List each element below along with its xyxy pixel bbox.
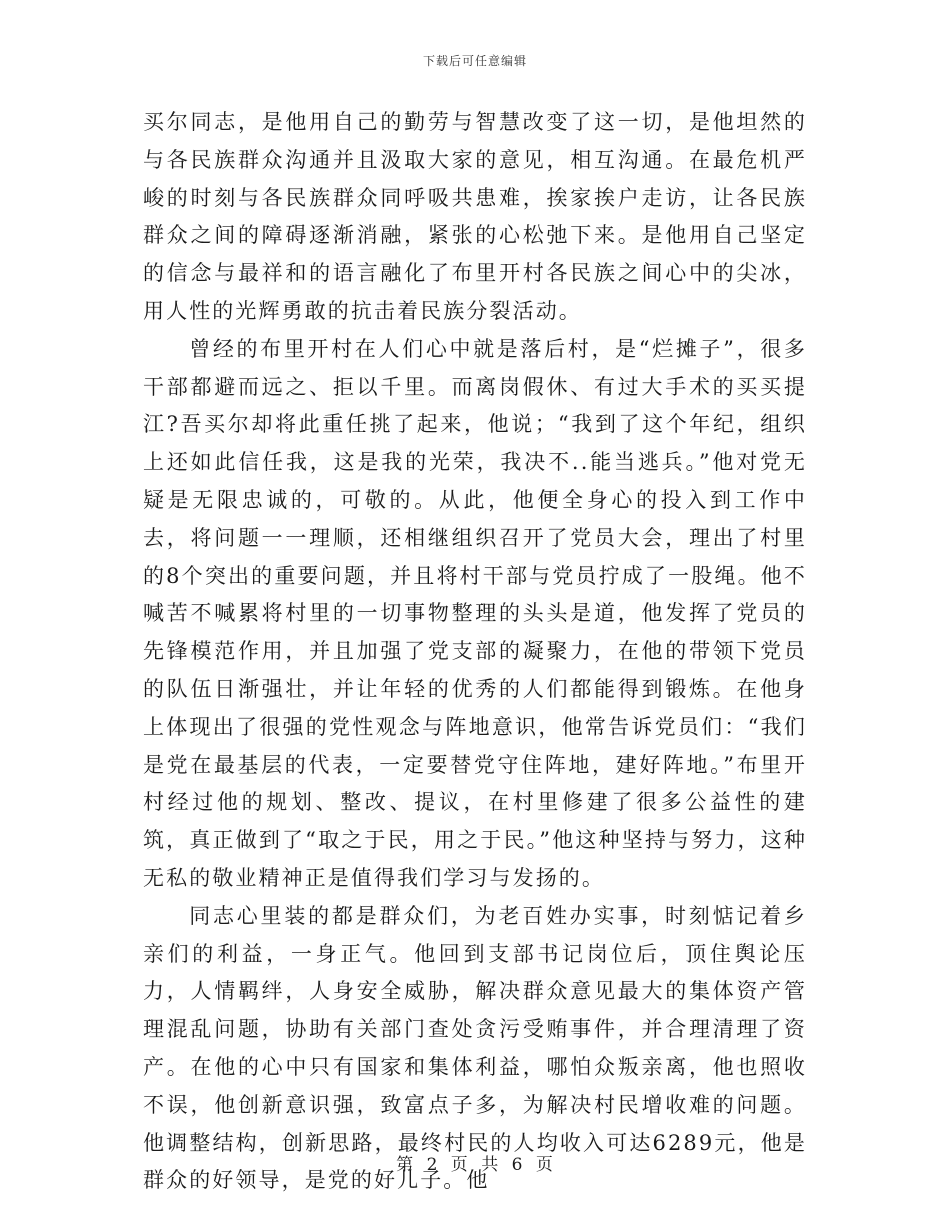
paragraph-2: 曾经的布里开村在人们心中就是落后村，是“烂摊子”，很多干部都避而远之、拒以千里。而离岗假休、有过大手术的买买提江?吾买尔却将此重任挑了起来，他说；“我到了这个年纪，组织上还如此信任我，这是我的光荣，我决不..能当逃兵。”他对党无疑是无限忠诚的，可敬的。从此，他便全身心的投入到工作中去，将问题一一理顺，还相继组织召开了党员大会，理出了村里的8个突出的重要问题，并且将村干部与党员拧成了一股绳。他不喊苦不喊累将村里的一切事物整理的头头是道，他发挥了党员的先锋模范作用，并且加强了党支部的凝聚力，在他的带领下党员的队伍日渐强壮，并让年轻的优秀的人们都能得到锻炼。在他身上体现出了很强的党性观念与阵地意识，他常告诉党员们：“我们是党在最基层的代表，一定要替党守住阵地，建好阵地。”布里开村经过他的规划、整改、提议，在村里修建了很多公益性的建筑，真正做到了“取之于民，用之于民。”他这种坚持与努力，这种无私的敬业精神正是值得我们学习与发扬的。 xyxy=(143,336,807,890)
paragraph-3: 同志心里装的都是群众们，为老百姓办实事，时刻惦记着乡亲们的利益，一身正气。他回到支部书记岗位后，顶住舆论压力，人情羁绊，人身安全威胁，解决群众意见最大的集体资产管理混乱问题，协助有关部门查处贪污受贿事件，并合理清理了资产。在他的心中只有国家和集体利益，哪怕众叛亲离，他也照收不误，他创新意识强，致富点子多，为解决村民增收难的问题。他调整结构，创新思路，最终村民的人均收入可达6289元，他是群众的好领导，是党的好儿子。他 xyxy=(143,903,807,1193)
paragraph-1: 买尔同志，是他用自己的勤劳与智慧改变了这一切，是他坦然的与各民族群众沟通并且汲取大家的意见，相互沟通。在最危机严峻的时刻与各民族群众同呼吸共患难，挨家挨户走访，让各民族群众之间的障碍逐渐消融，紧张的心松弛下来。是他用自己坚定的信念与最祥和的语言融化了布里开村各民族之间心中的尖冰，用人性的光辉勇敢的抗击着民族分裂活动。 xyxy=(143,110,807,323)
page-number: 第 2 页 共 6 页 xyxy=(396,1155,554,1175)
document-body xyxy=(143,104,807,1200)
page-header: 下载后可任意编辑 xyxy=(422,54,527,68)
